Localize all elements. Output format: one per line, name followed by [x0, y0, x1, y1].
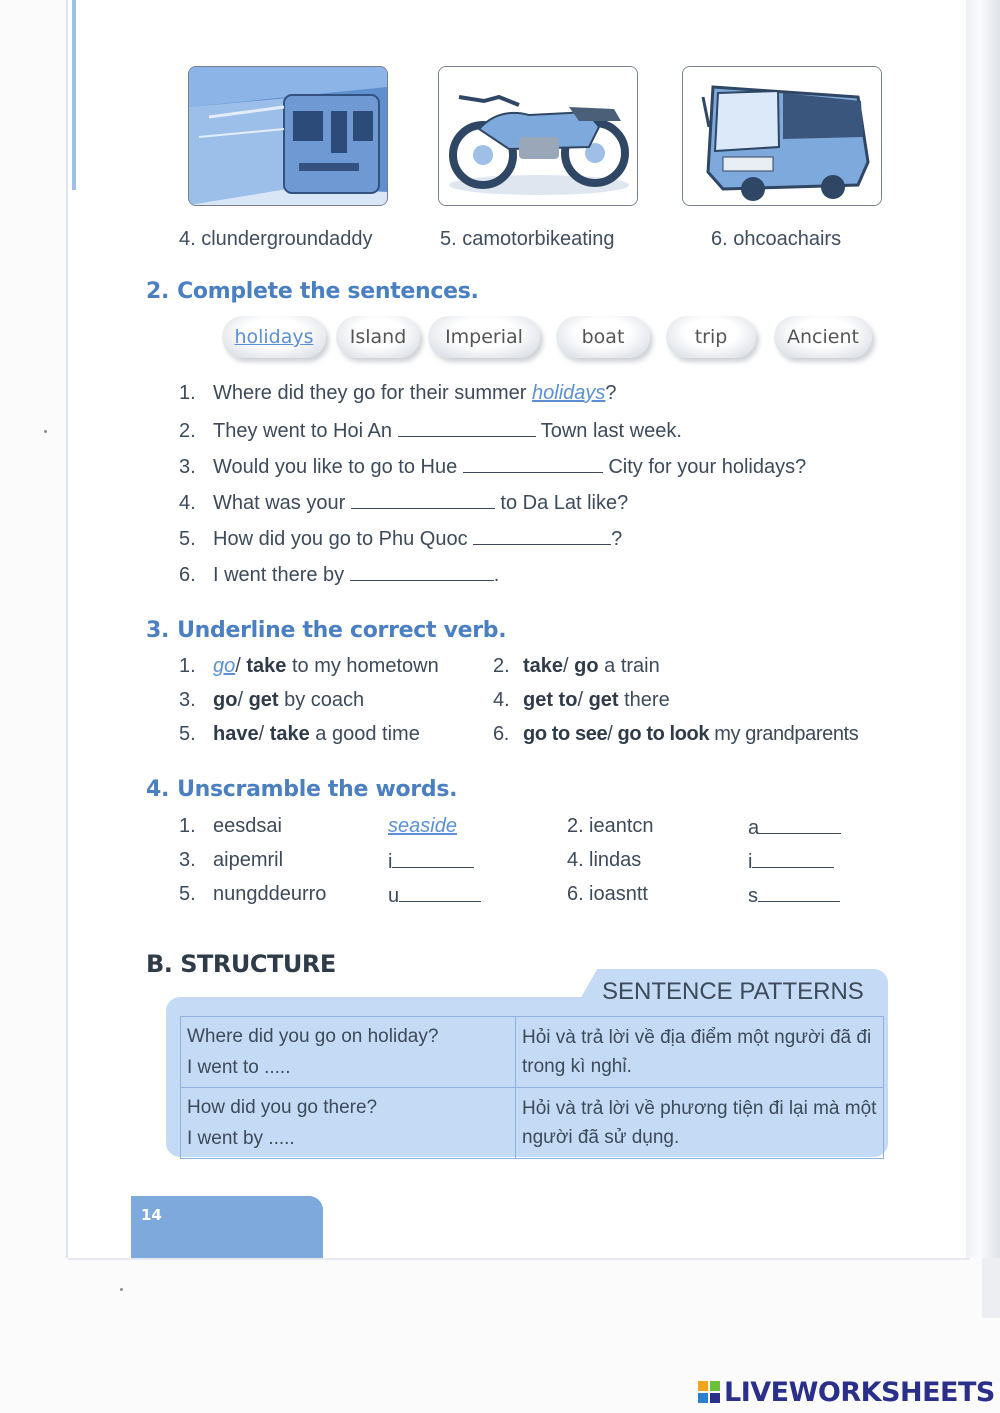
item-number: 6. — [493, 723, 509, 745]
scrambled-word: nungddeurro — [213, 883, 327, 905]
sentence-text: They went to Hoi An — [213, 420, 398, 442]
pattern-question: Where did you go on holiday? — [187, 1026, 439, 1047]
motorbike-image — [438, 66, 638, 206]
description-cell: Hỏi và trả lời về địa điểm một người đã đi trong kì nghỉ. — [516, 1017, 884, 1088]
scrambled-word: eesdsai — [213, 815, 282, 837]
left-spine — [72, 0, 76, 190]
word-bank-cloud[interactable] — [666, 316, 756, 358]
hint-letter: s — [748, 885, 758, 907]
verb-choice-item: 4. get to/ get there — [493, 689, 670, 711]
sentence-text: I went there by — [213, 564, 350, 586]
word-bank-word: trip — [694, 326, 728, 348]
verb-option[interactable]: have — [213, 723, 259, 745]
sentence-text: Would you like to go to Hue — [213, 456, 463, 478]
sentence-text: Where did they go for their summer — [213, 382, 533, 404]
sentence-patterns-label: SENTENCE PATTERNS — [602, 978, 864, 1005]
answer-blank[interactable] — [351, 490, 495, 509]
scramble-answer[interactable] — [748, 849, 834, 874]
answer-blank[interactable] — [392, 849, 474, 868]
item-number: 6. — [179, 564, 196, 586]
scrambled-word: aipemril — [213, 849, 284, 871]
item-number: 5. — [179, 723, 196, 745]
scramble-item — [179, 849, 283, 872]
item-number: 1. — [179, 382, 196, 404]
structure-heading: B. STRUCTURE — [146, 950, 336, 978]
answer-blank[interactable] — [752, 849, 834, 868]
verb-option[interactable]: get — [588, 689, 619, 711]
sentence-text: . — [493, 564, 500, 586]
verb-option[interactable]: take — [523, 655, 564, 677]
verb-choice-item: 3. go/ get by coach — [179, 689, 365, 711]
coach-bus-image — [682, 66, 882, 206]
hint-letter: i — [748, 851, 753, 873]
item-number: 2. — [493, 655, 510, 677]
word-bank-cloud[interactable] — [336, 316, 420, 358]
answer-blank[interactable] — [463, 454, 603, 473]
word-bank-word: boat — [581, 326, 625, 348]
table-row — [181, 1017, 884, 1088]
item-number: 3. — [179, 849, 196, 871]
hint-letter: i — [388, 851, 393, 873]
picture-caption: 5. camotorbikeating — [440, 228, 615, 250]
sentence-patterns-table — [180, 1016, 884, 1159]
liveworksheets-logo — [698, 1374, 995, 1410]
scramble-item — [567, 849, 641, 872]
scramble-answer[interactable] — [388, 849, 474, 874]
word-bank-word: Island — [349, 326, 407, 348]
scramble-answer[interactable] — [748, 883, 840, 908]
item-number: 3. — [179, 456, 196, 478]
scrambled-word: lindas — [589, 849, 642, 871]
scramble-item — [179, 815, 282, 838]
verb-option[interactable]: take — [269, 723, 310, 745]
verb-choice-item: 2. take/ go a train — [493, 655, 660, 677]
sentence-text: How did you go to Phu Quoc — [213, 528, 474, 550]
hint-letter: u — [388, 885, 400, 907]
verb-option[interactable]: go to see — [523, 723, 608, 745]
verb-rest: a train — [598, 655, 660, 677]
word-bank-word: Ancient — [787, 326, 859, 348]
verb-choice-item: 6. go to see/ go to look my grandparents — [493, 723, 859, 745]
answer-blank[interactable] — [350, 562, 494, 581]
section-number: 3. — [146, 618, 170, 643]
verb-choice-item: 1. go/ take to my hometown — [179, 655, 439, 677]
verb-option[interactable]: get — [248, 689, 279, 711]
picture-caption: 6. ohcoachairs — [711, 228, 842, 250]
scramble-item — [567, 883, 648, 906]
word-bank-cloud[interactable] — [222, 316, 326, 358]
pattern-cell — [181, 1088, 516, 1159]
page-number: 14 — [141, 1206, 162, 1224]
sentence-text: Town last week. — [535, 420, 682, 442]
item-number: 4. — [567, 849, 584, 871]
scramble-item — [567, 815, 654, 838]
item-number: 6. — [567, 883, 584, 905]
item-number: 3. — [179, 689, 196, 711]
verb-rest: my grandparents — [709, 723, 859, 745]
sentence-item — [179, 418, 682, 443]
word-bank-cloud[interactable] — [556, 316, 650, 358]
sentence-text: ? — [611, 528, 623, 550]
section-3-heading — [146, 618, 506, 643]
word-bank-word: Imperial — [445, 326, 523, 348]
scramble-answer[interactable] — [748, 815, 841, 840]
answer-blank[interactable] — [399, 883, 481, 902]
scramble-answer[interactable] — [388, 883, 481, 908]
item-number: 2. — [567, 815, 584, 837]
verb-option[interactable]: take — [246, 655, 287, 677]
book-edge-bottom — [982, 1258, 1000, 1318]
answer-blank[interactable] — [398, 418, 536, 437]
verb-rest: to my hometown — [286, 655, 439, 677]
item-number: 1. — [179, 815, 196, 837]
answer-blank[interactable] — [758, 883, 840, 902]
sentence-item — [179, 490, 628, 515]
section-title: Complete the sentences. — [177, 279, 479, 304]
pattern-answer: I went by ..... — [187, 1128, 295, 1149]
scrambled-word: ioasntt — [589, 883, 648, 905]
hint-letter: a — [748, 817, 760, 839]
scramble-item — [179, 883, 326, 906]
sentence-text: ? — [605, 382, 617, 404]
verb-option[interactable]: get to — [523, 689, 578, 711]
sentence-item — [179, 526, 622, 551]
scan-speck — [44, 430, 47, 433]
verb-option[interactable]: go — [213, 655, 236, 677]
scramble-answer[interactable] — [388, 815, 457, 838]
sentence-item — [179, 562, 499, 587]
item-number: 2. — [179, 420, 196, 442]
section-title: Unscramble the words. — [177, 777, 458, 802]
verb-option[interactable]: go — [213, 689, 238, 711]
table-row — [181, 1088, 884, 1159]
pattern-answer: I went to ..... — [187, 1057, 291, 1078]
sentence-item — [179, 454, 806, 479]
verb-choice-item: 5. have/ take a good time — [179, 723, 420, 745]
item-number: 1. — [179, 655, 196, 677]
sentence-item — [179, 382, 617, 405]
logo-icon — [698, 1381, 720, 1403]
verb-rest: by coach — [278, 689, 365, 711]
section-number: 2. — [146, 279, 170, 304]
logo-text: LIVEWORKSHEETS — [724, 1376, 995, 1408]
subway-train-image — [188, 66, 388, 206]
answer-text[interactable]: seaside — [388, 815, 457, 837]
section-2-heading — [146, 279, 479, 304]
sentence-text: City for your holidays? — [602, 456, 807, 478]
item-number: 5. — [179, 883, 196, 905]
verb-rest: a good time — [309, 723, 420, 745]
answer-blank[interactable] — [759, 815, 841, 834]
book-edge — [966, 0, 1000, 1258]
description-cell: Hỏi và trả lời về phương tiện đi lại mà một người đã sử dụng. — [516, 1088, 884, 1159]
scan-speck — [120, 1288, 123, 1291]
section-title: Underline the correct verb. — [177, 618, 507, 643]
sentence-text: to Da Lat like? — [494, 492, 629, 514]
answer-blank[interactable] — [473, 526, 611, 545]
item-number: 4. — [179, 492, 196, 514]
word-bank-word: holidays — [234, 326, 314, 348]
picture-caption: 4. clundergroundaddy — [179, 228, 373, 250]
section-number: 4. — [146, 777, 170, 802]
item-number: 5. — [179, 528, 196, 550]
scrambled-word: ieantcn — [589, 815, 654, 837]
pattern-question: How did you go there? — [187, 1097, 378, 1118]
verb-option[interactable]: go — [574, 655, 599, 677]
word-bank-cloud[interactable] — [774, 316, 872, 358]
answer-text[interactable]: holidays — [532, 382, 606, 404]
section-4-heading — [146, 777, 457, 802]
sentence-text: What was your — [213, 492, 351, 514]
word-bank-cloud[interactable] — [428, 316, 540, 358]
verb-option[interactable]: go to look — [617, 723, 710, 745]
verb-rest: there — [618, 689, 670, 711]
pattern-cell — [181, 1017, 516, 1088]
item-number: 4. — [493, 689, 510, 711]
